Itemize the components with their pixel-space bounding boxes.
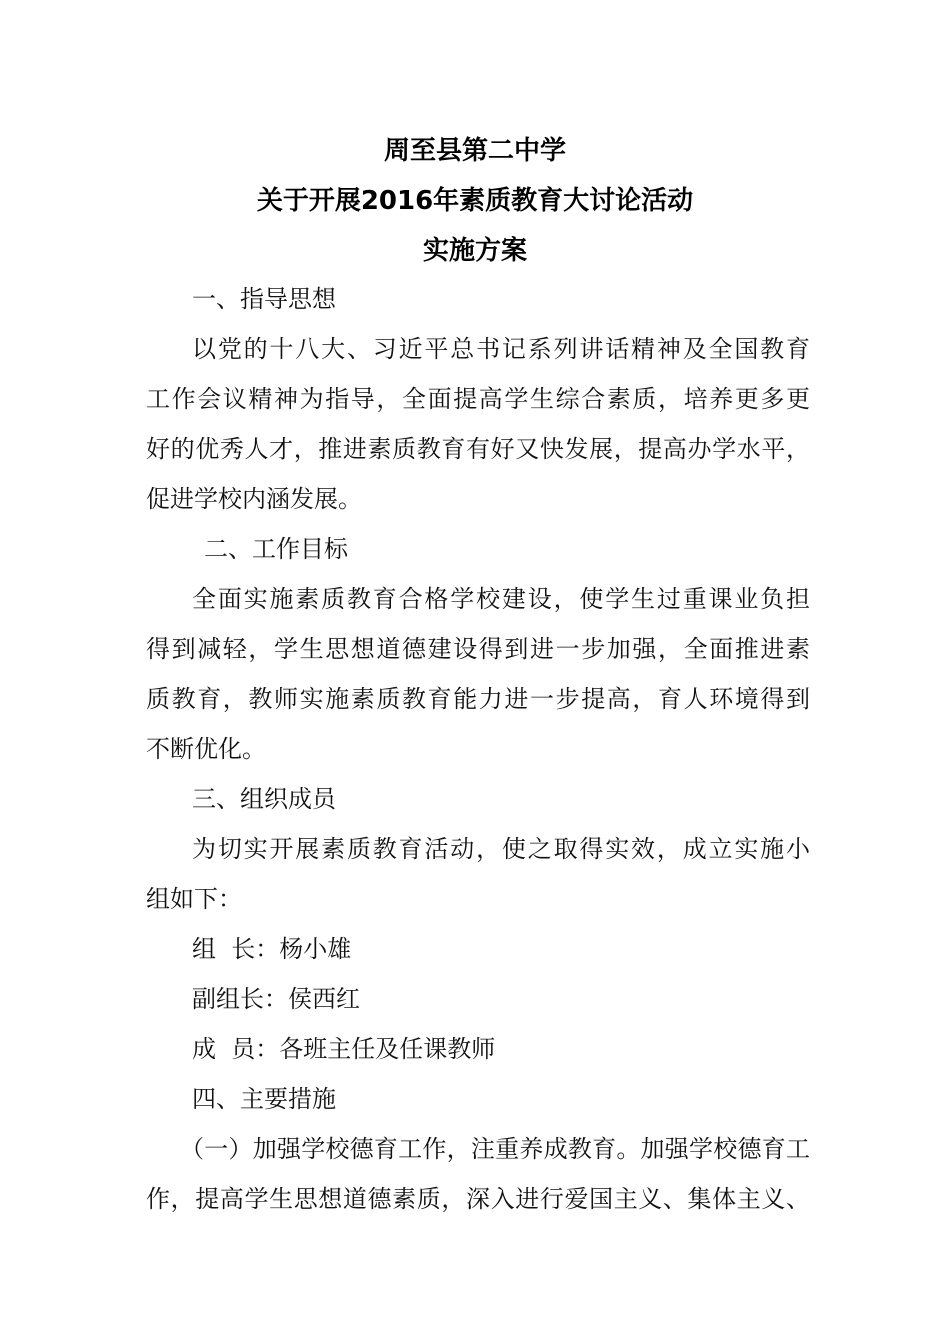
paragraph-line: 促进学校内涵发展。 [146,485,362,513]
paragraph-line: 不断优化。 [146,735,266,763]
member-leader: 组 长：杨小雄 [192,935,352,963]
paragraph-line: 全面实施素质教育合格学校建设，使学生过重课业负担 [192,585,810,613]
member-deputy-leader: 副组长：侯西红 [192,985,360,1013]
title-line-subject: 关于开展2016年素质教育大讨论活动 [256,186,694,216]
paragraph-line: 以党的十八大、习近平总书记系列讲话精神及全国教育 [192,335,810,363]
title-line-plan: 实施方案 [422,236,527,266]
section-heading-organization: 三、组织成员 [192,785,336,813]
document-title [0,126,950,276]
section-heading-guiding-ideology: 一、指导思想 [192,285,336,313]
paragraph-line: 质教育，教师实施素质教育能力进一步提高，育人环境得到 [146,685,810,713]
document-body [146,274,810,1224]
paragraph-line: 作，提高学生思想道德素质，深入进行爱国主义、集体主义、 [146,1185,810,1213]
paragraph-line: 组如下： [146,885,242,913]
section-heading-main-measures: 四、主要措施 [192,1085,336,1113]
member-members: 成 员：各班主任及任课教师 [192,1035,496,1063]
title-line-school: 周至县第二中学 [383,136,566,166]
paragraph-line: 工作会议精神为指导，全面提高学生综合素质，培养更多更 [146,385,810,413]
section-heading-work-goals: 二、工作目标 [204,535,348,563]
paragraph-line: 好的优秀人才，推进素质教育有好又快发展，提高办学水平， [146,435,810,463]
paragraph-line: （一）加强学校德育工作，注重养成教育。加强学校德育工 [180,1135,810,1163]
paragraph-line: 为切实开展素质教育活动，使之取得实效，成立实施小 [192,835,810,863]
paragraph-line: 得到减轻，学生思想道德建设得到进一步加强，全面推进素 [146,635,810,663]
